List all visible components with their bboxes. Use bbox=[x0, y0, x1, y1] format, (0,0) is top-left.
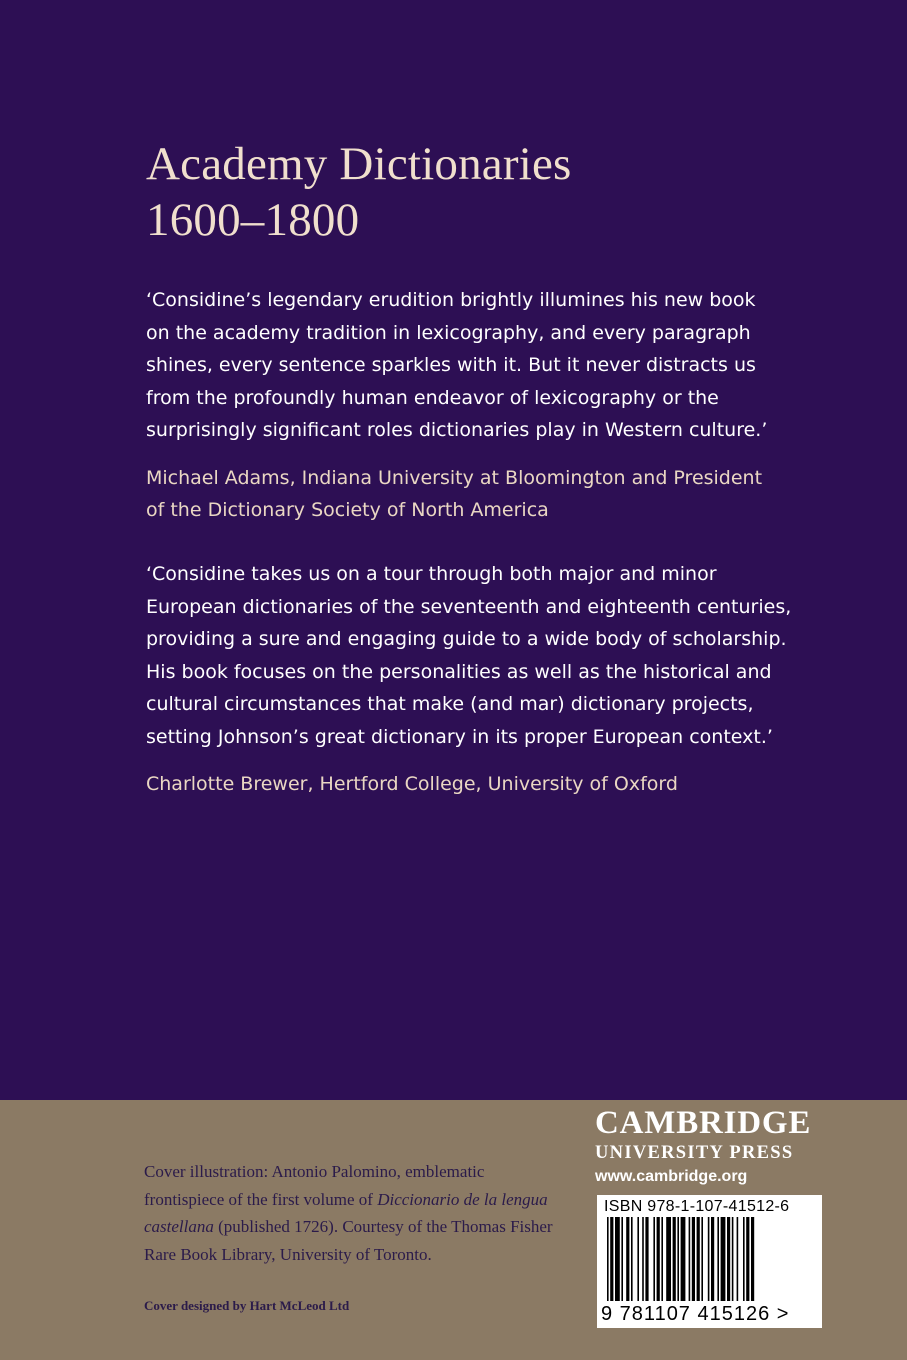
barcode-bar bbox=[727, 1217, 730, 1301]
barcode-bar bbox=[607, 1217, 609, 1301]
quote-line: His book focuses on the personalities as well as the historical and bbox=[146, 660, 772, 683]
barcode-bar bbox=[711, 1217, 714, 1301]
quote-line: ‘Considine takes us on a tour through both major and minor bbox=[146, 563, 717, 585]
review-attribution-1 bbox=[146, 462, 806, 526]
barcode-bar bbox=[666, 1217, 671, 1301]
barcode-bar bbox=[626, 1217, 629, 1301]
publisher-logo bbox=[595, 1104, 827, 1190]
isbn-text: ISBN 978-1-107-41512-6 bbox=[604, 1198, 790, 1215]
barcode-bar bbox=[661, 1217, 663, 1301]
barcode-bar bbox=[645, 1217, 648, 1301]
review-attribution-2 bbox=[146, 768, 806, 800]
credit-line-2: frontispiece of the first volume of Diccionario de la lengua bbox=[144, 1189, 548, 1209]
barcode-bar bbox=[717, 1217, 719, 1301]
credit-line-4: Rare Book Library, University of Toronto. bbox=[144, 1244, 432, 1264]
barcode-bar bbox=[689, 1217, 691, 1301]
attribution-line: Michael Adams, Indiana University at Bloomington and President bbox=[146, 467, 763, 489]
attribution-line: of the Dictionary Society of North America bbox=[146, 499, 549, 521]
quote-line: from the profoundly human endeavor of lexicography or the bbox=[146, 386, 719, 409]
book-title-line2: 1600–1800 bbox=[146, 194, 360, 246]
barcode-bar bbox=[751, 1217, 754, 1301]
review-quote-1 bbox=[146, 284, 786, 447]
barcode-bar bbox=[692, 1217, 695, 1301]
barcode-bar bbox=[708, 1217, 710, 1301]
barcode-bar bbox=[746, 1217, 749, 1301]
barcode-bar bbox=[610, 1217, 613, 1301]
quote-line: providing a sure and engaging guide to a wide body of scholarship. bbox=[146, 628, 787, 650]
review-quote-2 bbox=[146, 558, 792, 753]
barcode-bar bbox=[642, 1217, 644, 1301]
quote-line: European dictionaries of the seventeenth and eighteenth centuries, bbox=[146, 595, 792, 618]
barcode-bar bbox=[615, 1217, 620, 1301]
quote-line: surprisingly significant roles dictionaries play in Western culture.’ bbox=[146, 419, 768, 441]
quote-line: cultural circumstances that make (and mar) dictionary projects, bbox=[146, 693, 754, 715]
quote-line: on the academy tradition in lexicography, and every paragraph bbox=[146, 321, 751, 344]
barcode-bar bbox=[697, 1217, 700, 1301]
barcode-bar bbox=[637, 1217, 639, 1301]
barcode-bar bbox=[701, 1217, 703, 1301]
quote-line: shines, every sentence sparkles with it. But it never distracts us bbox=[146, 354, 756, 376]
credit-line-1: Cover illustration: Antonio Palomino, emblematic bbox=[144, 1162, 485, 1181]
barcode-bar bbox=[631, 1217, 633, 1301]
book-title bbox=[146, 136, 572, 248]
barcode-bar bbox=[743, 1217, 745, 1301]
isbn-barcode bbox=[597, 1195, 822, 1328]
barcode-bar bbox=[621, 1217, 623, 1301]
credit-line-3: castellana (published 1726). Courtesy of the Thomas Fisher bbox=[144, 1217, 553, 1236]
quote-line: ‘Considine’s legendary erudition brightly illumines his new book bbox=[146, 289, 756, 311]
book-title-line1: Academy Dictionaries bbox=[146, 138, 572, 190]
barcode-bar bbox=[721, 1217, 726, 1301]
attribution-line: Charlotte Brewer, Hertford College, University of Oxford bbox=[146, 773, 678, 795]
barcode-bar bbox=[657, 1217, 660, 1301]
barcode-bar bbox=[737, 1217, 739, 1301]
barcode-bar bbox=[653, 1217, 655, 1301]
barcode-number: 9 781107 415126 > bbox=[601, 1303, 790, 1325]
barcode-bar bbox=[677, 1217, 679, 1301]
publisher-name: CAMBRIDGE bbox=[595, 1105, 812, 1141]
barcode-bar bbox=[673, 1217, 676, 1301]
barcode-bars bbox=[605, 1217, 814, 1303]
barcode-bar bbox=[732, 1217, 734, 1301]
cover-illustration-credit bbox=[144, 1158, 553, 1268]
publisher-press: UNIVERSITY PRESS bbox=[595, 1143, 794, 1163]
barcode-bar bbox=[681, 1217, 686, 1301]
publisher-url: www.cambridge.org bbox=[595, 1168, 748, 1185]
cover-designer-credit: Cover designed by Hart McLeod Ltd bbox=[144, 1298, 350, 1313]
quote-line: setting Johnson’s great dictionary in its proper European context.’ bbox=[146, 725, 773, 748]
